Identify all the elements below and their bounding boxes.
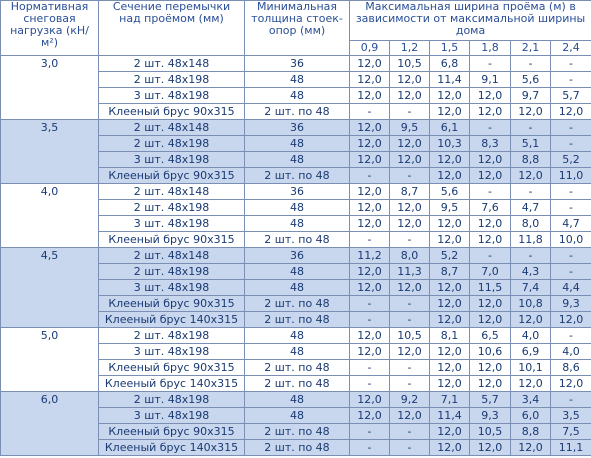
max-width-value-cell: 9,3	[551, 296, 591, 312]
max-width-value-cell: -	[390, 232, 430, 248]
table-row	[1, 248, 591, 264]
max-width-value-cell: 8,0	[511, 216, 551, 232]
max-width-value-cell: 12,0	[350, 56, 390, 72]
lintel-section-cell: 3 шт. 48x198	[99, 216, 245, 232]
header-lintel-section: Сечение перемычки над проёмом (мм)	[99, 1, 245, 56]
max-width-value-cell: 11,8	[511, 232, 551, 248]
max-width-value-cell: 12,0	[470, 104, 511, 120]
max-width-value-cell: 12,0	[390, 344, 430, 360]
lintel-section-cell: Клееный брус 140x315	[99, 440, 245, 456]
max-width-value-cell: 5,6	[511, 72, 551, 88]
max-width-value-cell: 7,6	[470, 200, 511, 216]
max-width-value-cell: 11,4	[430, 72, 470, 88]
max-width-value-cell: -	[551, 328, 591, 344]
max-width-value-cell: 9,5	[430, 200, 470, 216]
max-width-value-cell: 12,0	[430, 104, 470, 120]
lintel-section-cell: 2 шт. 48x198	[99, 136, 245, 152]
max-width-value-cell: 12,0	[470, 216, 511, 232]
max-width-value-cell: 12,0	[430, 280, 470, 296]
header-snow-load: Нормативная снеговая нагрузка (кН/м²)	[1, 1, 99, 56]
post-thickness-cell: 2 шт. по 48	[245, 168, 350, 184]
post-thickness-cell: 36	[245, 56, 350, 72]
post-thickness-cell: 2 шт. по 48	[245, 440, 350, 456]
max-width-value-cell: 12,0	[511, 104, 551, 120]
max-width-value-cell: -	[350, 104, 390, 120]
max-width-value-cell: 4,7	[551, 216, 591, 232]
max-width-value-cell: 12,0	[470, 296, 511, 312]
post-thickness-cell: 2 шт. по 48	[245, 312, 350, 328]
max-width-value-cell: 12,0	[430, 344, 470, 360]
max-width-value-cell: 11,5	[470, 280, 511, 296]
max-width-value-cell: 5,2	[430, 248, 470, 264]
max-width-value-cell: 12,0	[430, 424, 470, 440]
lintel-section-cell: Клееный брус 90x315	[99, 360, 245, 376]
header-house-width: 0,9	[350, 41, 390, 56]
lintel-section-cell: Клееный брус 90x315	[99, 168, 245, 184]
max-width-value-cell: 12,0	[350, 328, 390, 344]
max-width-value-cell: -	[390, 376, 430, 392]
max-width-value-cell: 10,3	[430, 136, 470, 152]
post-thickness-cell: 48	[245, 88, 350, 104]
max-width-value-cell: 4,4	[551, 280, 591, 296]
lintel-section-cell: 2 шт. 48x148	[99, 184, 245, 200]
max-width-value-cell: 10,5	[470, 424, 511, 440]
load-group	[1, 248, 591, 328]
max-width-value-cell: 12,0	[390, 152, 430, 168]
max-width-value-cell: 8,6	[551, 360, 591, 376]
max-width-value-cell: 12,0	[350, 344, 390, 360]
post-thickness-cell: 2 шт. по 48	[245, 360, 350, 376]
max-width-value-cell: -	[350, 424, 390, 440]
post-thickness-cell: 48	[245, 392, 350, 408]
post-thickness-cell: 48	[245, 72, 350, 88]
lintel-section-cell: 2 шт. 48x198	[99, 200, 245, 216]
max-width-value-cell: 12,0	[430, 312, 470, 328]
max-width-value-cell: 6,1	[430, 120, 470, 136]
post-thickness-cell: 48	[245, 152, 350, 168]
snow-load-cell: 3,0	[1, 56, 99, 120]
max-width-value-cell: 5,7	[551, 88, 591, 104]
header-post-thickness: Минимальная толщина стоек-опор (мм)	[245, 1, 350, 56]
max-width-value-cell: 12,0	[390, 88, 430, 104]
snow-load-cell: 4,5	[1, 248, 99, 328]
max-width-value-cell: 12,0	[390, 216, 430, 232]
max-width-value-cell: 11,3	[390, 264, 430, 280]
max-width-value-cell: 11,1	[551, 440, 591, 456]
max-width-value-cell: 7,1	[430, 392, 470, 408]
post-thickness-cell: 36	[245, 248, 350, 264]
max-width-value-cell: -	[551, 72, 591, 88]
max-width-value-cell: 12,0	[350, 264, 390, 280]
table-row	[1, 120, 591, 136]
header-house-width: 1,5	[430, 41, 470, 56]
post-thickness-cell: 48	[245, 136, 350, 152]
max-width-value-cell: 4,7	[511, 200, 551, 216]
max-width-value-cell: 3,5	[551, 408, 591, 424]
max-width-value-cell: 12,0	[430, 440, 470, 456]
lintel-section-cell: 2 шт. 48x148	[99, 120, 245, 136]
max-width-value-cell: 11,2	[350, 248, 390, 264]
max-width-value-cell: 12,0	[390, 136, 430, 152]
max-width-value-cell: 12,0	[511, 440, 551, 456]
max-width-value-cell: 8,8	[511, 424, 551, 440]
load-group	[1, 184, 591, 248]
max-width-value-cell: 9,1	[470, 72, 511, 88]
post-thickness-cell: 2 шт. по 48	[245, 424, 350, 440]
max-width-value-cell: 12,0	[470, 360, 511, 376]
max-width-value-cell: 12,0	[470, 312, 511, 328]
max-width-value-cell: -	[511, 56, 551, 72]
max-width-value-cell: 12,0	[430, 376, 470, 392]
lintel-section-cell: Клееный брус 140x315	[99, 312, 245, 328]
max-width-value-cell: 12,0	[350, 88, 390, 104]
lintel-section-cell: Клееный брус 90x315	[99, 232, 245, 248]
max-width-value-cell: 10,8	[511, 296, 551, 312]
max-width-value-cell: -	[350, 296, 390, 312]
max-width-value-cell: 7,4	[511, 280, 551, 296]
max-width-value-cell: 6,0	[511, 408, 551, 424]
max-width-value-cell: 12,0	[511, 168, 551, 184]
max-width-value-cell: -	[390, 296, 430, 312]
max-width-value-cell: 8,8	[511, 152, 551, 168]
max-width-value-cell: 12,0	[430, 216, 470, 232]
max-width-value-cell: 11,4	[430, 408, 470, 424]
max-width-value-cell: 8,1	[430, 328, 470, 344]
max-width-value-cell: -	[551, 264, 591, 280]
lintel-section-cell: 2 шт. 48x198	[99, 264, 245, 280]
post-thickness-cell: 2 шт. по 48	[245, 232, 350, 248]
max-width-value-cell: 12,0	[350, 216, 390, 232]
table-row	[1, 56, 591, 72]
max-width-value-cell: -	[350, 360, 390, 376]
header-house-width: 1,8	[470, 41, 511, 56]
max-width-value-cell: 12,0	[350, 200, 390, 216]
post-thickness-cell: 36	[245, 120, 350, 136]
lintel-section-cell: 2 шт. 48x148	[99, 248, 245, 264]
max-width-value-cell: 12,0	[470, 376, 511, 392]
post-thickness-cell: 48	[245, 216, 350, 232]
header-max-opening-width: Максимальная ширина проёма (м) в зависимости от максимальной ширины дома	[350, 1, 591, 41]
max-width-value-cell: 12,0	[350, 280, 390, 296]
load-group	[1, 120, 591, 184]
lintel-section-cell: 3 шт. 48x198	[99, 152, 245, 168]
max-width-value-cell: -	[551, 200, 591, 216]
max-width-value-cell: 12,0	[551, 376, 591, 392]
max-width-value-cell: -	[390, 104, 430, 120]
header-house-width: 1,2	[390, 41, 430, 56]
max-width-value-cell: -	[390, 440, 430, 456]
max-width-value-cell: 6,5	[470, 328, 511, 344]
max-width-value-cell: 12,0	[350, 72, 390, 88]
snow-load-cell: 5,0	[1, 328, 99, 392]
max-width-value-cell: 12,0	[430, 152, 470, 168]
max-width-value-cell: -	[390, 360, 430, 376]
lintel-section-cell: 3 шт. 48x198	[99, 344, 245, 360]
max-width-value-cell: -	[551, 248, 591, 264]
post-thickness-cell: 48	[245, 200, 350, 216]
max-width-value-cell: 12,0	[350, 392, 390, 408]
max-width-value-cell: -	[390, 424, 430, 440]
max-width-value-cell: 7,0	[470, 264, 511, 280]
max-width-value-cell: -	[551, 120, 591, 136]
max-width-value-cell: -	[470, 248, 511, 264]
max-width-value-cell: -	[350, 168, 390, 184]
max-width-value-cell: -	[511, 184, 551, 200]
max-width-value-cell: 6,8	[430, 56, 470, 72]
snow-load-cell: 3,5	[1, 120, 99, 184]
post-thickness-cell: 48	[245, 344, 350, 360]
max-width-value-cell: -	[350, 440, 390, 456]
lintel-section-cell: 3 шт. 48x198	[99, 408, 245, 424]
max-width-value-cell: 6,9	[511, 344, 551, 360]
lintel-section-cell: Клееный брус 90x315	[99, 424, 245, 440]
max-width-value-cell: -	[470, 120, 511, 136]
max-width-value-cell: 8,0	[390, 248, 430, 264]
max-width-value-cell: -	[551, 392, 591, 408]
max-width-value-cell: -	[350, 232, 390, 248]
header-house-width: 2,1	[511, 41, 551, 56]
max-width-value-cell: 12,0	[470, 152, 511, 168]
table-header	[1, 1, 591, 56]
max-width-value-cell: -	[470, 184, 511, 200]
table-row	[1, 392, 591, 408]
lintel-section-cell: Клееный брус 90x315	[99, 104, 245, 120]
max-width-value-cell: 12,0	[470, 440, 511, 456]
max-width-value-cell: 9,5	[390, 120, 430, 136]
max-width-value-cell: -	[511, 120, 551, 136]
max-width-value-cell: -	[350, 376, 390, 392]
max-width-value-cell: 11,0	[551, 168, 591, 184]
lintel-section-cell: 2 шт. 48x198	[99, 392, 245, 408]
max-width-value-cell: 12,0	[511, 376, 551, 392]
max-width-value-cell: 12,0	[350, 408, 390, 424]
max-width-value-cell: 12,0	[390, 72, 430, 88]
max-width-value-cell: -	[511, 248, 551, 264]
max-width-value-cell: 10,0	[551, 232, 591, 248]
max-width-value-cell: -	[470, 56, 511, 72]
max-width-value-cell: 12,0	[430, 360, 470, 376]
max-width-value-cell: 12,0	[551, 104, 591, 120]
max-width-value-cell: 12,0	[350, 136, 390, 152]
max-width-value-cell: 4,0	[551, 344, 591, 360]
max-width-value-cell: 12,0	[430, 232, 470, 248]
max-width-value-cell: 3,4	[511, 392, 551, 408]
lintel-section-cell: 2 шт. 48x198	[99, 328, 245, 344]
lintel-section-cell: Клееный брус 140x315	[99, 376, 245, 392]
max-width-value-cell: 5,6	[430, 184, 470, 200]
max-width-value-cell: 12,0	[350, 184, 390, 200]
snow-load-cell: 4,0	[1, 184, 99, 248]
lintel-section-cell: Клееный брус 90x315	[99, 296, 245, 312]
max-width-value-cell: 8,7	[430, 264, 470, 280]
max-width-value-cell: 9,7	[511, 88, 551, 104]
max-width-value-cell: 12,0	[390, 280, 430, 296]
lintel-section-cell: 3 шт. 48x198	[99, 280, 245, 296]
post-thickness-cell: 48	[245, 328, 350, 344]
max-width-value-cell: 10,1	[511, 360, 551, 376]
max-width-value-cell: 12,0	[350, 152, 390, 168]
max-width-value-cell: -	[551, 56, 591, 72]
header-house-width: 2,4	[551, 41, 591, 56]
load-group	[1, 392, 591, 456]
max-width-value-cell: 12,0	[390, 408, 430, 424]
max-width-value-cell: 7,5	[551, 424, 591, 440]
max-width-value-cell: 10,5	[390, 328, 430, 344]
post-thickness-cell: 2 шт. по 48	[245, 376, 350, 392]
load-group	[1, 56, 591, 120]
max-width-value-cell: 12,0	[430, 168, 470, 184]
max-width-value-cell: 12,0	[470, 232, 511, 248]
max-width-value-cell: 8,3	[470, 136, 511, 152]
max-width-value-cell: 4,0	[511, 328, 551, 344]
max-width-value-cell: 5,2	[551, 152, 591, 168]
max-width-value-cell: 5,7	[470, 392, 511, 408]
post-thickness-cell: 2 шт. по 48	[245, 104, 350, 120]
max-width-value-cell: 12,0	[430, 88, 470, 104]
max-width-value-cell: 12,0	[430, 296, 470, 312]
post-thickness-cell: 2 шт. по 48	[245, 296, 350, 312]
max-width-value-cell: 10,5	[390, 56, 430, 72]
post-thickness-cell: 48	[245, 280, 350, 296]
max-width-value-cell: 12,0	[390, 200, 430, 216]
post-thickness-cell: 36	[245, 184, 350, 200]
max-width-value-cell: 4,3	[511, 264, 551, 280]
max-width-value-cell: -	[551, 184, 591, 200]
post-thickness-cell: 48	[245, 264, 350, 280]
post-thickness-cell: 48	[245, 408, 350, 424]
max-width-value-cell: -	[390, 312, 430, 328]
max-width-value-cell: -	[350, 312, 390, 328]
max-width-value-cell: 12,0	[551, 312, 591, 328]
table-row	[1, 184, 591, 200]
max-width-value-cell: 12,0	[470, 168, 511, 184]
max-width-value-cell: 8,7	[390, 184, 430, 200]
max-width-value-cell: 12,0	[350, 120, 390, 136]
snow-load-cell: 6,0	[1, 392, 99, 456]
max-width-value-cell: 9,3	[470, 408, 511, 424]
max-width-value-cell: 12,0	[511, 312, 551, 328]
max-width-value-cell: 9,2	[390, 392, 430, 408]
load-group	[1, 328, 591, 392]
lintel-section-cell: 2 шт. 48x148	[99, 56, 245, 72]
lintel-section-cell: 3 шт. 48x198	[99, 88, 245, 104]
lintel-section-cell: 2 шт. 48x198	[99, 72, 245, 88]
table-row	[1, 328, 591, 344]
max-width-value-cell: -	[390, 168, 430, 184]
max-width-value-cell: 12,0	[470, 88, 511, 104]
max-width-value-cell: 5,1	[511, 136, 551, 152]
max-width-value-cell: -	[551, 136, 591, 152]
max-width-value-cell: 10,6	[470, 344, 511, 360]
